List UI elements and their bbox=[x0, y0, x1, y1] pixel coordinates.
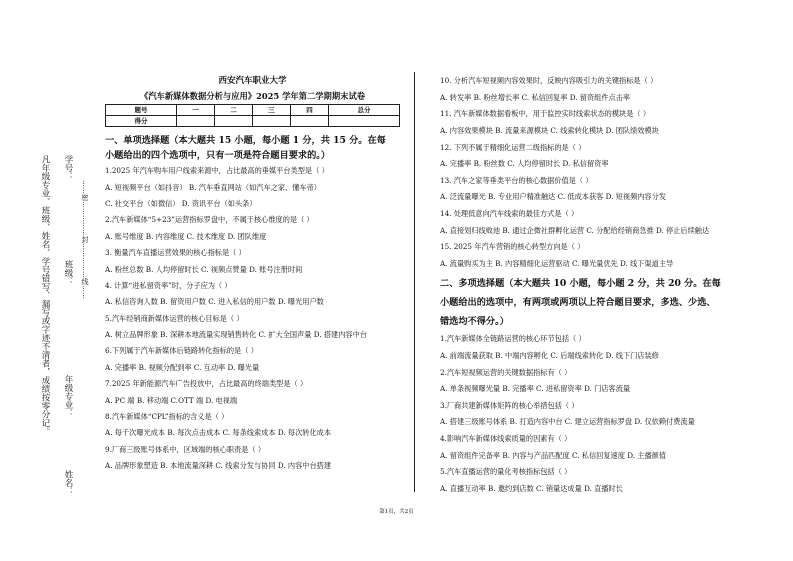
question-line: A. 完播率 B. 粉丝数 C. 人均停留时长 D. 私信留资率 bbox=[440, 159, 609, 169]
question-list-right bbox=[440, 73, 740, 272]
question-line: A. 单条视频曝光量 B. 完播率 C. 进私留资率 D. 门店客流量 bbox=[440, 384, 631, 394]
question-line: A. 转发率 B. 粉丝增长率 C. 私信回复率 D. 留资组件点击率 bbox=[440, 92, 631, 102]
score-cell: 总分 bbox=[329, 105, 400, 116]
score-table-header-row bbox=[106, 105, 400, 116]
question-line: A. 泛流量曝光 B. 专业用户精准触达 C. 低成本获客 D. 短视频内容分发 bbox=[440, 192, 667, 202]
section2-line: 错选均不得分。） bbox=[440, 316, 509, 328]
question-list-left bbox=[105, 163, 400, 474]
school-name: 西安汽车职业大学 bbox=[218, 76, 287, 86]
name-label: 姓名： bbox=[63, 470, 73, 496]
section2-line: 小题给出的选项中，有两项或两项以上符合题目要求，多选、少选、 bbox=[440, 297, 716, 309]
left-column bbox=[105, 76, 400, 474]
student-id-label: 学号： bbox=[63, 155, 73, 181]
question-line: A. 短视频平台（如抖音） B. 汽车垂直网站（如汽车之家、懂车帝） bbox=[105, 182, 321, 192]
question-list-right-2 bbox=[440, 331, 740, 497]
question-line: 3.厂商共建新媒体矩阵的核心举措包括（ ） bbox=[440, 400, 579, 410]
score-input-cell[interactable] bbox=[252, 116, 290, 127]
question-line: 10. 分析汽车短视频内容效果时，反映内容吸引力的关键指标是（ ） bbox=[440, 76, 658, 86]
question-line: 2.汽车短视频运营的关键数据指标有（ ） bbox=[440, 367, 572, 377]
question-line: 4.影响汽车新媒体线索质量的因素有（ ） bbox=[440, 433, 572, 443]
question-line: A. 私信咨询人数 B. 留资用户数 C. 进入私信的用户数 D. 曝光用户数 bbox=[105, 297, 324, 307]
section1-heading bbox=[105, 133, 400, 163]
rules-note: 凡年级专业、班级、姓名、学号错写、漏写或字迹不清者，成绩按零分记。 bbox=[40, 155, 50, 436]
score-cell: 三 bbox=[252, 105, 290, 116]
section1-line: 一、单项选择题（本大题共 15 小题，每小题 1 分，共 15 分。在每 bbox=[105, 135, 386, 146]
question-line: A. 内容效果模块 B. 流量来源模块 C. 线索转化模块 D. 团队绩效模块 bbox=[440, 126, 659, 136]
section2-heading bbox=[440, 274, 740, 331]
question-line: A. 每千次曝光成本 B. 每次点击成本 C. 每条线索成本 D. 每次转化成本 bbox=[105, 428, 332, 438]
question-line: 2.汽车新媒体“5+23”运营指标罗盘中，不属于核心维度的是（ ） bbox=[105, 215, 314, 225]
question-line: 13. 汽车之家等垂类平台的核心数据价值是（ ） bbox=[440, 175, 593, 185]
exam-title: 《汽车新媒体数据分析与应用》2025 学年第二学期期末试卷 bbox=[139, 91, 366, 101]
score-cell: 一 bbox=[176, 105, 214, 116]
question-line: 9.厂商三级账号体系中，区域端的核心职责是（ ） bbox=[105, 444, 266, 454]
question-line: 5.汽车经销商新媒体运营的核心目标是（ ） bbox=[105, 313, 244, 323]
question-line: A. 完播率 B. 视频分配到率 C. 互动率 D. 曝光量 bbox=[105, 362, 260, 372]
score-cell: 得分 bbox=[106, 116, 177, 127]
question-line: 12. 下列不属于精细化运营二级指标的是（ ） bbox=[440, 142, 586, 152]
question-line: A. 直播互动率 B. 邀约到店数 C. 销量达成量 D. 直播时长 bbox=[440, 483, 623, 493]
right-column bbox=[440, 73, 740, 497]
seal-line-text: ……密……………封……………线…… bbox=[81, 180, 89, 299]
column-divider bbox=[414, 72, 415, 492]
question-line: 11. 汽车新媒体数据看板中，用于监控实时线索状态的模块是（ ） bbox=[440, 109, 651, 119]
score-cell: 题号 bbox=[106, 105, 177, 116]
question-line: C. 社交平台（如微信） D. 资讯平台（如头条） bbox=[105, 198, 257, 208]
score-table-score-row bbox=[106, 116, 400, 127]
score-cell: 四 bbox=[291, 105, 329, 116]
question-line: A. 树立品牌形象 B. 深耕本地流量实现销售转化 C. 扩大全国声量 D. 搭建内容中台 bbox=[105, 330, 367, 340]
class-label: 班级： bbox=[63, 260, 73, 286]
question-line: A. 流量购买为主 B. 内容精细化运营驱动 C. 曝光量优先 D. 线下渠道主导 bbox=[440, 258, 674, 268]
question-line: 14. 处理低意向汽车线索的最佳方式是（ ） bbox=[440, 209, 579, 219]
question-line: A. 账号维度 B. 内容维度 C. 技术维度 D. 团队维度 bbox=[105, 231, 267, 241]
question-line: 6.下列属于汽车新媒体后链路转化指标的是（ ） bbox=[105, 346, 258, 356]
question-line: 1.汽车新媒体全链路运营的核心环节包括（ ） bbox=[440, 334, 586, 344]
question-line: A. 粉丝总数 B. 人均停留时长 C. 视频点赞量 D. 账号注册时间 bbox=[105, 264, 303, 274]
question-line: A. 品牌形象塑造 B. 本地流量深耕 C. 线索分发与协同 D. 内容中台搭建 bbox=[105, 461, 332, 471]
question-line: 5.汽车直播运营的量化考核指标包括（ ） bbox=[440, 467, 572, 477]
question-line: 8.汽车新媒体“CPL”指标的含义是（ ） bbox=[105, 412, 229, 422]
score-cell: 二 bbox=[214, 105, 252, 116]
question-line: A. 搭建三级账号体系 B. 打造内容中台 C. 建立运营指标罗盘 D. 仅依赖付费流量 bbox=[440, 417, 695, 427]
question-line: 7.2025 年新能源汽车广告投放中，占比最高的终端类型是（ ） bbox=[105, 379, 308, 389]
question-line: 3. 衡量汽车直播运营效果的核心指标是（ ） bbox=[105, 248, 246, 258]
question-line: A. 直接划归线败池 B. 通过企微社群孵化运营 C. 分配给经销商急推 D. 停止后续触达 bbox=[440, 225, 710, 235]
question-line: A. 留资组件完备率 B. 内容与产品匹配度 C. 私信回复速度 D. 主播颜值 bbox=[440, 450, 667, 460]
question-line: A. 前端流量获取 B. 中端内容孵化 C. 后端线索转化 D. 线下门店装修 bbox=[440, 351, 659, 361]
score-table bbox=[105, 104, 400, 127]
score-input-cell[interactable] bbox=[291, 116, 329, 127]
question-line: A. PC 端 B. 移动端 C.OTT 端 D. 电视端 bbox=[105, 395, 238, 405]
question-line: 4. 计算“进私留资率”时，分子应为（ ） bbox=[105, 280, 232, 290]
score-input-cell[interactable] bbox=[214, 116, 252, 127]
question-line: 1.2025 年汽车购车用户线索来源中，占比最高的垂媒平台类型是（ ） bbox=[105, 166, 329, 176]
page-footer: 第1页，共2页 bbox=[379, 509, 414, 515]
question-line: 15. 2025 年汽车营销的核心转型方向是（ ） bbox=[440, 242, 585, 252]
major-label: 年级专业： bbox=[63, 375, 73, 418]
section1-line: 小题给出的四个选项中，只有一项是符合题目要求的。） bbox=[105, 150, 331, 161]
section2-line: 二、多项选择题（本大题共 10 小题，每小题 2 分，共 20 分。在每 bbox=[440, 278, 721, 290]
score-input-cell[interactable] bbox=[329, 116, 400, 127]
score-input-cell[interactable] bbox=[176, 116, 214, 127]
